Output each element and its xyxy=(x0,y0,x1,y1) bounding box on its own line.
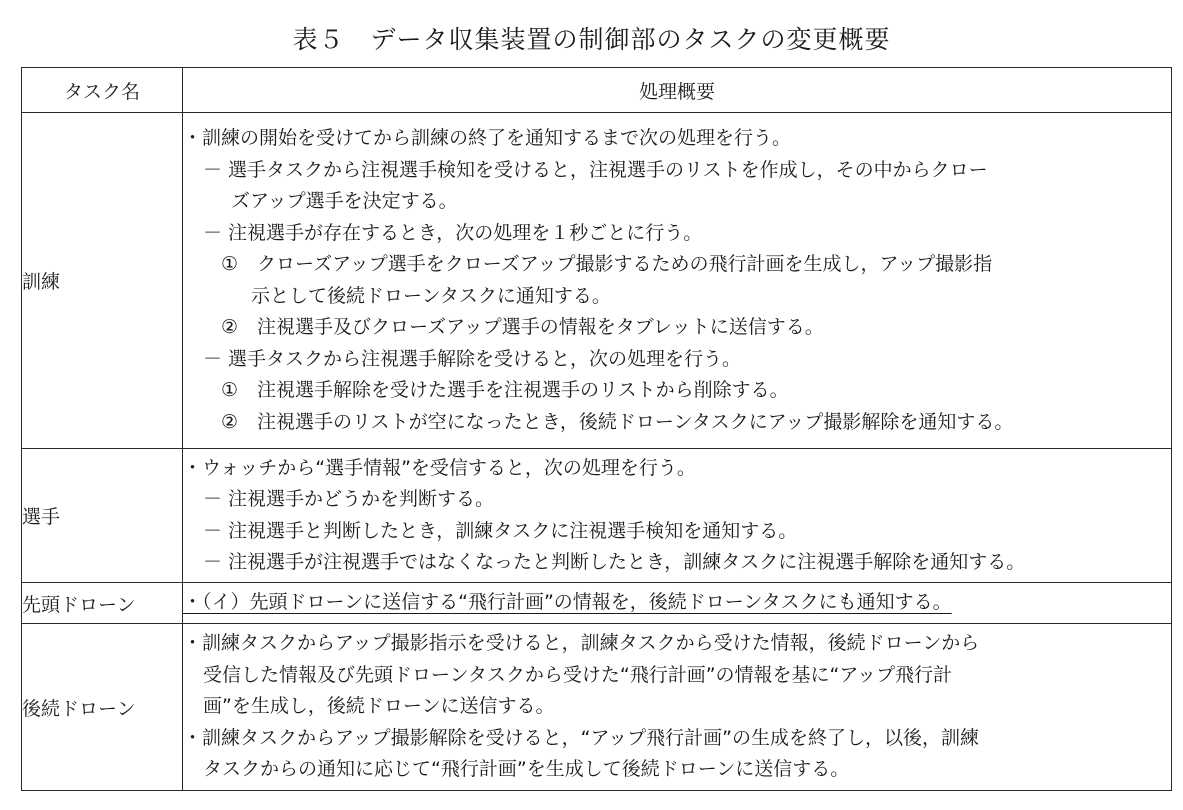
desc-line: ① 注視選手解除を受けた選手を注視選手のリストから削除する。 xyxy=(221,379,789,401)
task-name-player: 選手 xyxy=(22,449,183,583)
table-row-training xyxy=(22,113,1172,449)
task-desc-lead-drone xyxy=(183,583,1172,624)
desc-line: － 注視選手と判断したとき，訓練タスクに注視選手検知を通知する。 xyxy=(203,519,798,542)
desc-line: ・ウォッチから“選手情報”を受信すると，次の処理を行う。 xyxy=(183,456,696,479)
header-task-name: タスク名 xyxy=(22,68,183,113)
task-name-lead-drone: 先頭ドローン xyxy=(22,583,183,624)
desc-line: ・訓練の開始を受けてから訓練の終了を通知するまで次の処理を行う。 xyxy=(183,127,792,149)
task-name-follow-drone: 後続ドローン xyxy=(22,624,183,791)
desc-line: 画”を生成し，後続ドローンに送信する。 xyxy=(203,695,555,718)
desc-line: － 注視選手が注視選手ではなくなったと判断したとき，訓練タスクに注視選手解除を通知する。 xyxy=(203,551,1026,573)
desc-line: － 選手タスクから注視選手検知を受けると，注視選手のリストを作成し，その中からクロー xyxy=(203,158,988,181)
desc-line: 受信した情報及び先頭ドローンタスクから受けた“飛行計画”の情報を基に“アップ飛行計 xyxy=(203,663,953,686)
desc-line: ① クローズアップ選手をクローズアップ撮影するための飛行計画を生成し，アップ撮影指 xyxy=(221,253,993,275)
desc-line: ② 注視選手及びクローズアップ選手の情報をタブレットに送信する。 xyxy=(221,316,824,338)
table-row-lead-drone xyxy=(22,583,1172,624)
desc-line: タスクからの通知に応じて“飛行計画”を生成して後続ドローンに送信する。 xyxy=(203,758,850,781)
desc-line: ② 注視選手のリストが空になったとき，後続ドローンタスクにアップ撮影解除を通知する。 xyxy=(221,410,1014,433)
task-desc-player xyxy=(183,449,1172,583)
table-title: 表５ データ収集装置の制御部のタスクの変更概要 xyxy=(292,25,891,54)
header-process-summary: 処理概要 xyxy=(183,68,1172,113)
table-row-player xyxy=(22,449,1172,583)
desc-line: ・訓練タスクからアップ撮影指示を受けると，訓練タスクから受けた情報，後続ドローンから xyxy=(183,632,980,655)
underlined-change-i: ・（イ）先頭ドローンに送信する“飛行計画”の情報を，後続ドローンタスクにも通知する。 xyxy=(183,591,952,614)
desc-line: － 注視選手が存在するとき，次の処理を１秒ごとに行う。 xyxy=(203,221,703,244)
desc-line xyxy=(183,587,1171,619)
desc-line: － 選手タスクから注視選手解除を受けると，次の処理を行う。 xyxy=(203,347,742,370)
desc-line: ・訓練タスクからアップ撮影解除を受けると，“アップ飛行計画”の生成を終了し，以後，訓練 xyxy=(183,726,980,749)
desc-line: 示として後続ドローンタスクに通知する。 xyxy=(251,284,611,307)
table-header-row xyxy=(22,68,1172,113)
table-row-follow-drone xyxy=(22,624,1172,791)
desc-line: － 注視選手かどうかを判断する。 xyxy=(203,488,495,510)
desc-line: ズアップ選手を決定する。 xyxy=(231,190,458,212)
task-name-training: 訓練 xyxy=(22,113,183,449)
task-desc-follow-drone xyxy=(183,624,1172,791)
task-change-table xyxy=(21,67,1172,791)
task-desc-training xyxy=(183,113,1172,449)
